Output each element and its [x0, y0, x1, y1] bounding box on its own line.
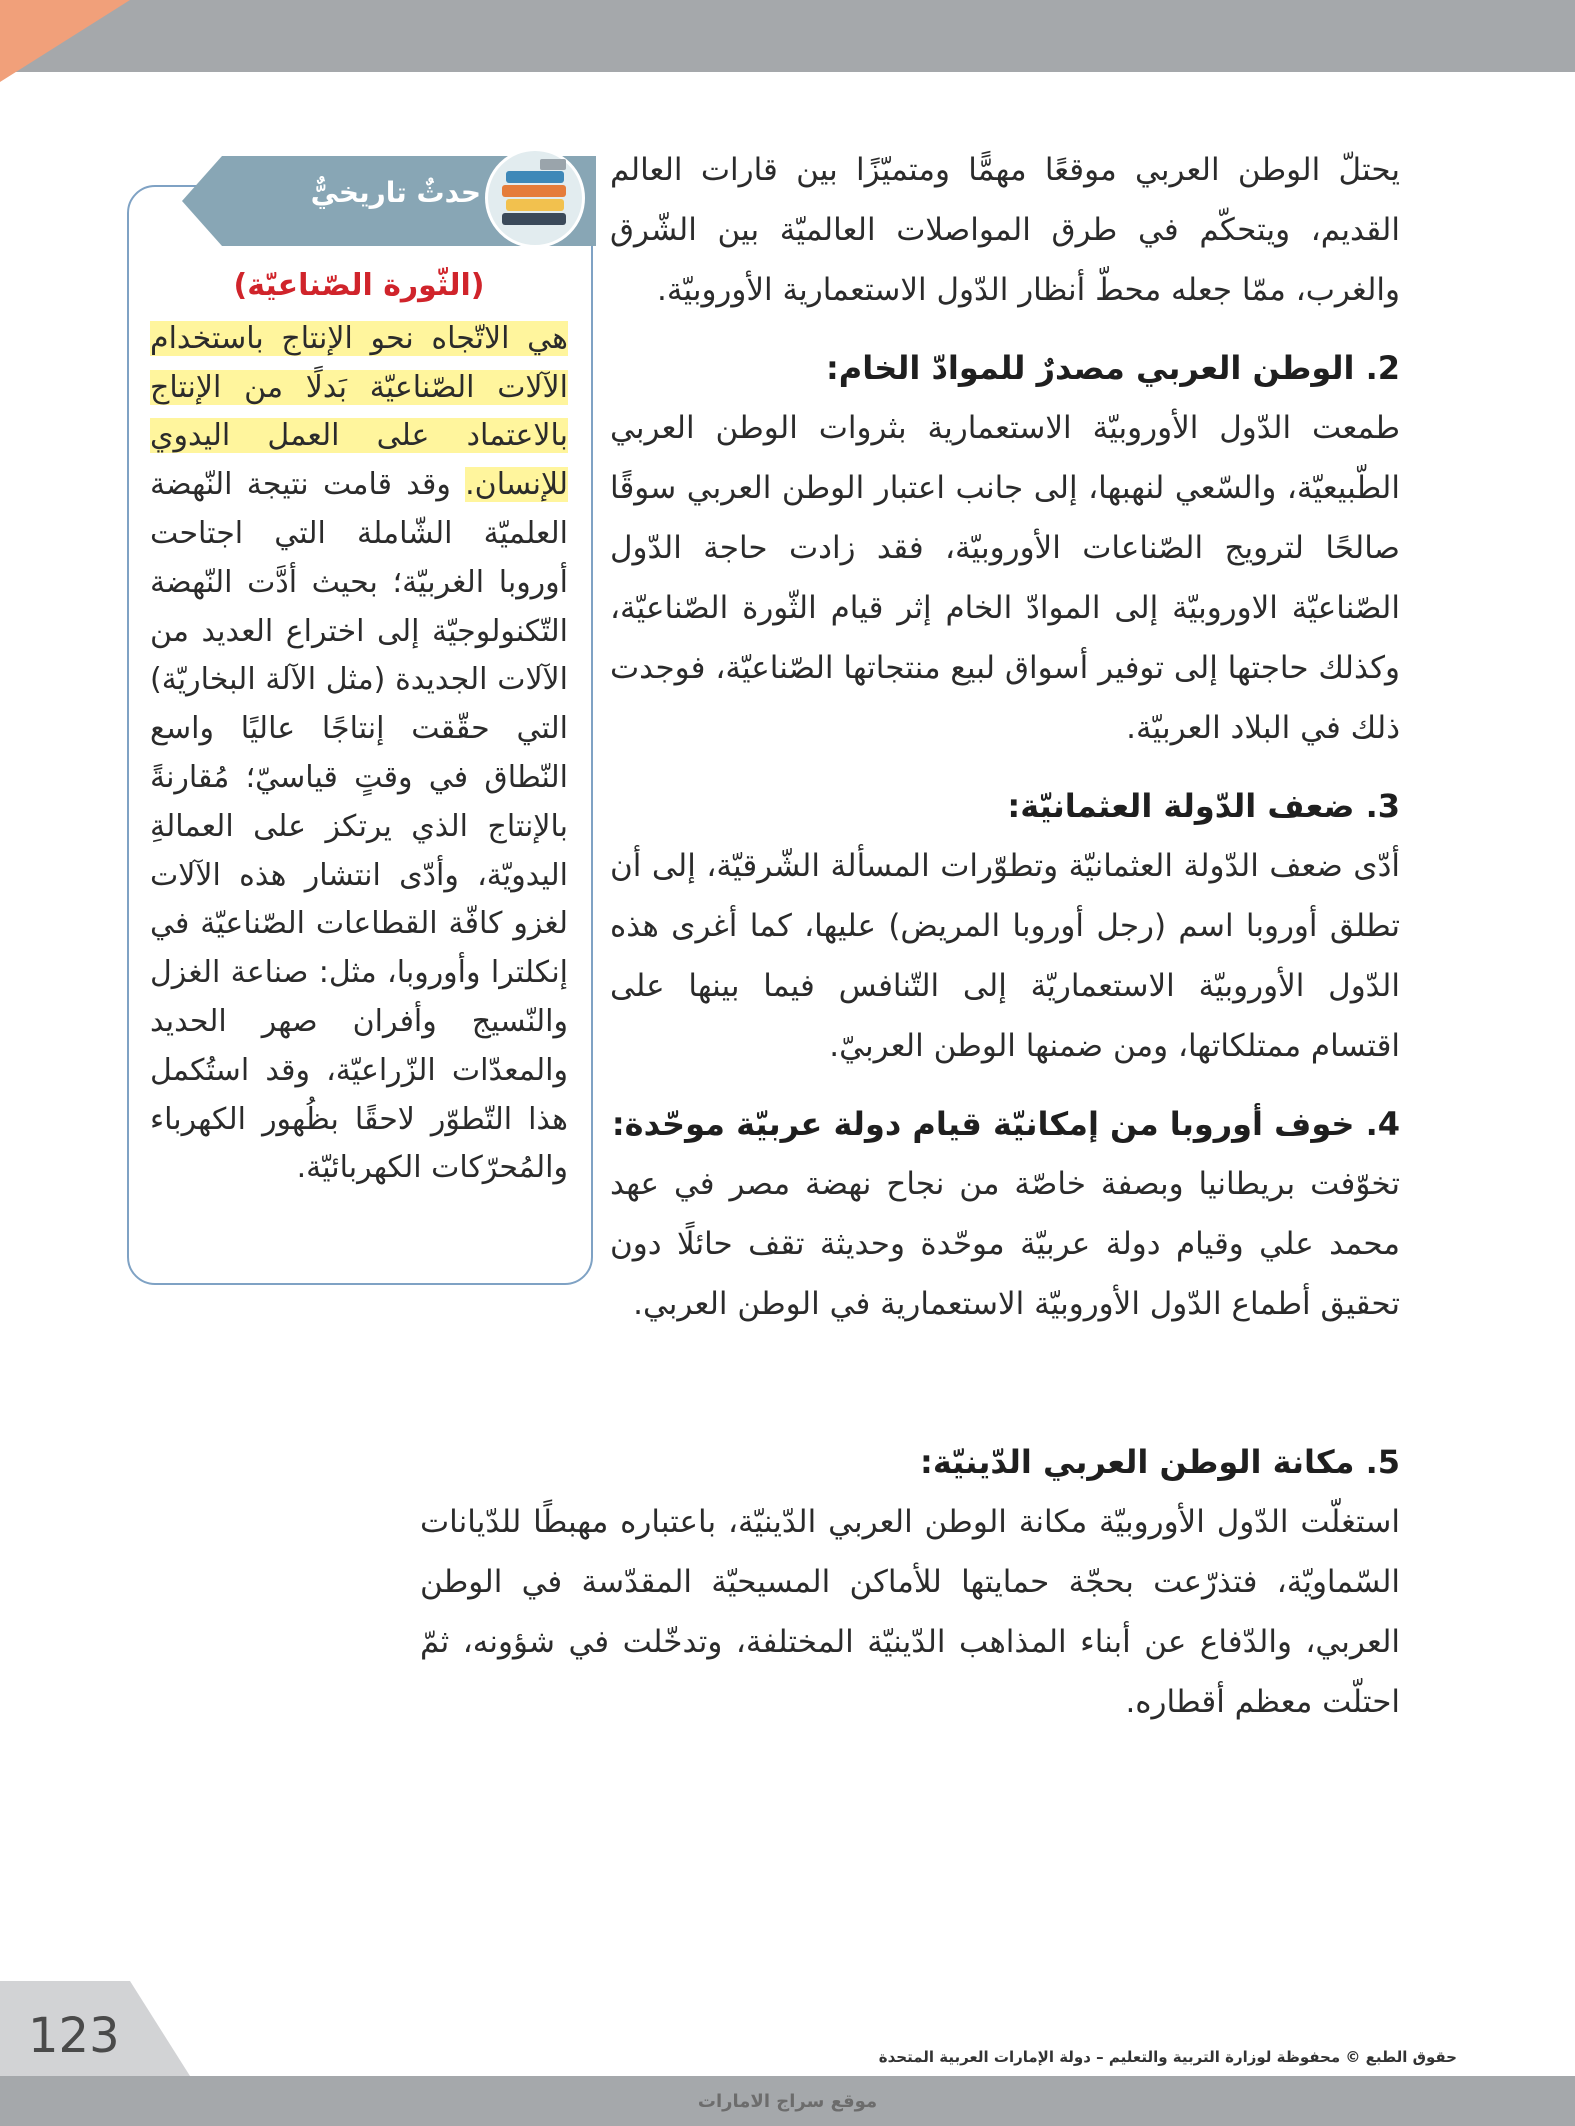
site-watermark: موقع سراج الامارات: [697, 2091, 878, 2112]
section-2-heading: 2. الوطن العربي مصدرٌ للموادّ الخام:: [826, 349, 1400, 387]
section-5: [420, 1432, 1400, 1732]
sidebar-content: [150, 262, 568, 1193]
banner-label: حدثٌ تاريخيٌّ: [310, 176, 481, 209]
header-bar: [0, 0, 1575, 72]
header-corner-tab: [0, 0, 130, 82]
intro-paragraph: يحتلّ الوطن العربي موقعًا مهمًّا ومتميّزًا بين قارات العالم القديم، ويتحكّم في طرق المواصلات العالميّة بين الشّرق والغرب، ممّا جعله محطّ أنظار الدّول الاستعمارية الأوروبيّة.: [610, 152, 1400, 308]
section-5-heading: 5. مكانة الوطن العربي الدّينيّة:: [920, 1443, 1400, 1481]
section-2-body: طمعت الدّول الأوروبيّة الاستعمارية بثروات الوطن العربي الطّبيعيّة، والسّعي لنهبها، إلى جانب اعتبار الوطن العربي سوقًا صالحًا لترويج الصّناعات الأوروبيّة، فقد زادت حاجة الدّول الصّناعيّة الاوروبيّة إلى الموادّ الخام إثر قيام الثّورة الصّناعيّة، وكذلك حاجتها إلى توفير أسواق لبيع منتجاتها الصّناعيّة، فوجدت ذلك في البلاد العربيّة.: [610, 410, 1400, 746]
copyright-notice: حقوق الطبع © محفوظة لوزارة التربية والتعليم – دولة الإمارات العربية المتحدة: [878, 2048, 1457, 2066]
section-4-heading: 4. خوف أوروبا من إمكانيّة قيام دولة عربيّة موحّدة:: [611, 1105, 1400, 1143]
highlighted-definition: هي الاتّجاه نحو الإنتاج باستخدام الآلات الصّناعيّة بَدلًا من الإنتاج بالاعتماد على العمل اليدوي للإنسان.: [150, 320, 568, 503]
sidebar-body-text: وقد قامت نتيجة النّهضة العلميّة الشّاملة التي اجتاحت أوروبا الغربيّة؛ بحيث أدَّت النّهضة التّكنولوجيّة إلى اختراع العديد من الآلات الجديدة (مثل الآلة البخاريّة) التي حقّقت إنتاجًا عاليًا واسع النّطاق في وقتٍ قياسيّ؛ مُقارنةً بالإنتاج الذي يرتكز على العمالةِ اليدويّة، وأدّى انتشار هذه الآلات لغزو كافّة القطاعات الصّناعيّة في إنكلترا وأوروبا، مثل: صناعة الغزل والنّسيج وأفران صهر الحديد والمعدّات الزّراعيّة، وقد استُكمل هذا التّطوّر لاحقًا بظُهور الكهرباء والمُحرّكات الكهربائيّة.: [150, 467, 568, 1186]
section-4-body: تخوّفت بريطانيا وبصفة خاصّة من نجاح نهضة مصر في عهد محمد علي وقيام دولة عربيّة موحّدة وحديثة تقف حائلًا دون تحقيق أطماع الدّول الأوروبيّة الاستعمارية في الوطن العربي.: [610, 1166, 1400, 1322]
main-text-column: [610, 140, 1400, 1334]
books-icon: [485, 148, 585, 248]
section-5-body: استغلّت الدّول الأوروبيّة مكانة الوطن العربي الدّينيّة، باعتباره مهبطًا للدّيانات السّماويّة، فتذرّعت بحجّة حمايتها للأماكن المسيحيّة المقدّسة في الوطن العربي، والدّفاع عن أبناء المذاهب الدّينيّة المختلفة، وتدخّلت في شؤونه، ثمّ احتلّت معظم أقطاره.: [420, 1504, 1400, 1720]
section-3-body: أدّى ضعف الدّولة العثمانيّة وتطوّرات المسألة الشّرقيّة، إلى أن تطلق أوروبا اسم (رجل أوروبا المريض) عليها، كما أغرى هذه الدّول الأوروبيّة الاستعماريّة إلى التّنافس فيما بينها على اقتسام ممتلكاتها، ومن ضمنها الوطن العربيّ.: [610, 848, 1400, 1064]
sidebar-title: (الثّورة الصّناعيّة): [233, 268, 485, 303]
sidebar-paragraph: [150, 315, 568, 1193]
page-number: 123: [28, 2008, 120, 2064]
section-3-heading: 3. ضعف الدّولة العثمانيّة:: [1007, 787, 1400, 825]
